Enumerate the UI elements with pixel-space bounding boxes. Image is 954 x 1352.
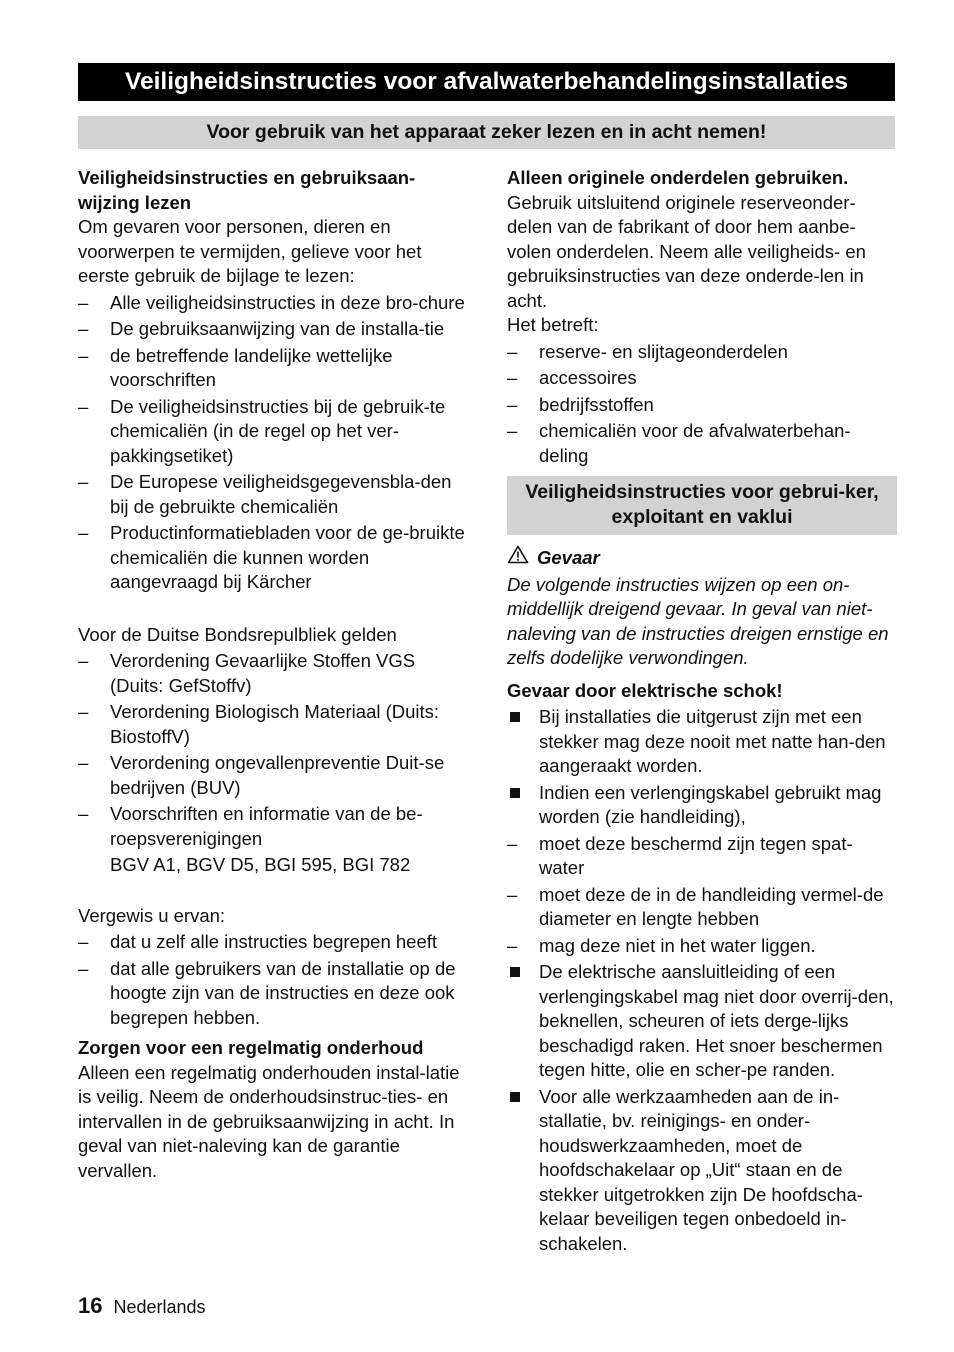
dash-marker: – xyxy=(78,701,89,722)
dash-marker: – xyxy=(78,803,89,824)
read-list xyxy=(78,291,470,595)
germany-intro: Voor de Duitse Bondsrepulbliek gelden xyxy=(78,623,397,645)
list-item: – reserve- en slijtageonderdelen xyxy=(507,340,897,365)
warning-triangle-icon xyxy=(507,545,537,571)
list-item: Bij installaties die uitgerust zijn met een stekker mag deze nooit met natte han-den aangeraakt worden. xyxy=(507,705,897,779)
shock-list xyxy=(507,705,897,1256)
ensure-intro: Vergewis u ervan: xyxy=(78,904,226,926)
list-item: – moet deze de in de handleiding vermel-de diameter en lengte hebben xyxy=(507,883,884,929)
list-item: – chemicaliën voor de afvalwaterbehan-deling xyxy=(507,420,851,466)
dash-marker: – xyxy=(507,883,518,905)
page-subtitle: Voor gebruik van het apparaat zeker lezen en in acht nemen! xyxy=(78,116,895,149)
parts-list xyxy=(507,340,897,469)
list-item: – Verordening Biologisch Materiaal (Duits: BiostoffV) xyxy=(78,701,440,747)
list-item: – Productinformatiebladen voor de ge-bruikte chemicaliën die kunnen worden aangevraagd bij Kärcher xyxy=(78,522,465,592)
list-item: De elektrische aansluitleiding of een verlengingskabel mag niet door overrij-den, beknellen, scheuren of iets derge-lijks beschadigd raken. Het snoer beschermen tegen hitte, olie en scher-pe randen. xyxy=(507,960,897,1083)
maintenance-text: Alleen een regelmatig onderhouden instal-latie is veilig. Neem de onderhoudsinstruc-ties- en intervallen in de gebruiksaanwijzing in acht. In geval van niet-naleving kan de garantie vervallen. xyxy=(78,1061,460,1181)
list-item: – De gebruiksaanwijzing van de installa-tie xyxy=(78,317,470,342)
shock-heading: Gevaar door elektrische schok! xyxy=(507,679,783,701)
list-item: Voor alle werkzaamheden aan de in-stallatie, bv. reinigings- en onder-houdswerkzaamheden, moet de hoofdschakelaar op „Uit“ staan en de stekker uitgetrokken zijn De hoofdscha-kelaar beveiligen tegen onbedoeld in-schakelen. xyxy=(507,1085,897,1257)
dash-marker: – xyxy=(507,934,518,956)
list-item: – De Europese veiligheidsgegevensbla-den bij de gebruikte chemicaliën xyxy=(78,471,452,517)
dash-marker: – xyxy=(78,650,89,671)
left-column xyxy=(78,166,470,1183)
list-item: – de betreffende landelijke wettelijke voorschriften xyxy=(78,344,393,390)
dash-marker: – xyxy=(78,931,89,952)
dash-marker: – xyxy=(78,291,89,313)
square-bullet xyxy=(510,712,520,722)
list-item: – Alle veiligheidsinstructies in deze bro-chure xyxy=(78,291,470,316)
section-heading-box: Veiligheidsinstructies voor gebrui-ker, exploitant en vaklui xyxy=(507,476,897,535)
list-item: – Verordening ongevallenpreventie Duit-se bedrijven (BUV) xyxy=(78,752,445,798)
parts-heading: Alleen originele onderdelen gebruiken. xyxy=(507,167,849,188)
dash-marker: – xyxy=(78,522,89,543)
right-column xyxy=(507,166,897,1258)
dash-marker: – xyxy=(507,832,518,854)
dash-marker: – xyxy=(78,395,89,417)
list-item: – Voorschriften en informatie van de be-roepsverenigingen xyxy=(78,803,423,849)
read-intro: Om gevaren voor personen, dieren en voorwerpen te vermijden, gelieve voor het eerste gebruik de bijlage te lezen: xyxy=(78,216,422,286)
maintenance-heading: Zorgen voor een regelmatig onderhoud xyxy=(78,1037,424,1058)
page-number: 16 xyxy=(78,1293,103,1318)
list-item: – bedrijfsstoffen xyxy=(507,393,897,418)
dash-marker: – xyxy=(507,393,518,415)
dash-marker: – xyxy=(78,752,89,773)
concerns-label: Het betreft: xyxy=(507,314,599,335)
square-bullet xyxy=(510,1092,520,1102)
page-title: Veiligheidsinstructies voor afvalwaterbehandelingsinstallaties xyxy=(78,63,895,101)
list-item: – mag deze niet in het water liggen. xyxy=(507,934,897,959)
list-item: – dat u zelf alle instructies begrepen heeft xyxy=(78,930,470,955)
dash-marker: – xyxy=(78,957,89,979)
list-item: – accessoires xyxy=(507,366,897,391)
dash-marker: – xyxy=(78,318,89,339)
list-item: Indien een verlengingskabel gebruikt mag worden (zie handleiding), xyxy=(507,781,897,830)
ensure-list xyxy=(78,930,470,1030)
list-item: – De veiligheidsinstructies bij de gebruik-te chemicaliën (in de regel op het ver-pakkingsetiket) xyxy=(78,395,446,466)
danger-text: De volgende instructies wijzen op een on-middellijk dreigend gevaar. In geval van niet-naleving van de instructies dreigen ernstige en zelfs dodelijke verwondingen. xyxy=(507,573,889,668)
parts-text: Gebruik uitsluitend originele reserveonder-delen van de fabrikant of door hem aanbe-volen onderdelen. Neem alle veiligheids- en gebruiksinstructies van deze onderde-len in acht. xyxy=(507,191,866,311)
dash-marker: – xyxy=(78,471,89,492)
danger-label: Gevaar xyxy=(507,545,897,571)
dash-marker: – xyxy=(78,344,89,366)
list-item: – Verordening Gevaarlijke Stoffen VGS (Duits: GefStoffv) xyxy=(78,650,416,696)
page-footer xyxy=(78,1292,206,1321)
square-bullet xyxy=(510,967,520,977)
list-item: – dat alle gebruikers van de installatie op de hoogte zijn van de instructies en deze ook begrepen hebben. xyxy=(78,957,456,1028)
dash-marker: – xyxy=(507,367,518,388)
footer-language: Nederlands xyxy=(113,1297,206,1317)
germany-list xyxy=(78,649,470,851)
read-heading: Veiligheidsinstructies en gebruiksaan-wijzing lezen xyxy=(78,167,416,213)
list-item: – moet deze beschermd zijn tegen spat-water xyxy=(507,832,853,878)
square-bullet xyxy=(510,788,520,798)
dash-marker: – xyxy=(507,420,518,441)
germany-codes: BGV A1, BGV D5, BGI 595, BGI 782 xyxy=(110,854,411,875)
dash-marker: – xyxy=(507,340,518,362)
